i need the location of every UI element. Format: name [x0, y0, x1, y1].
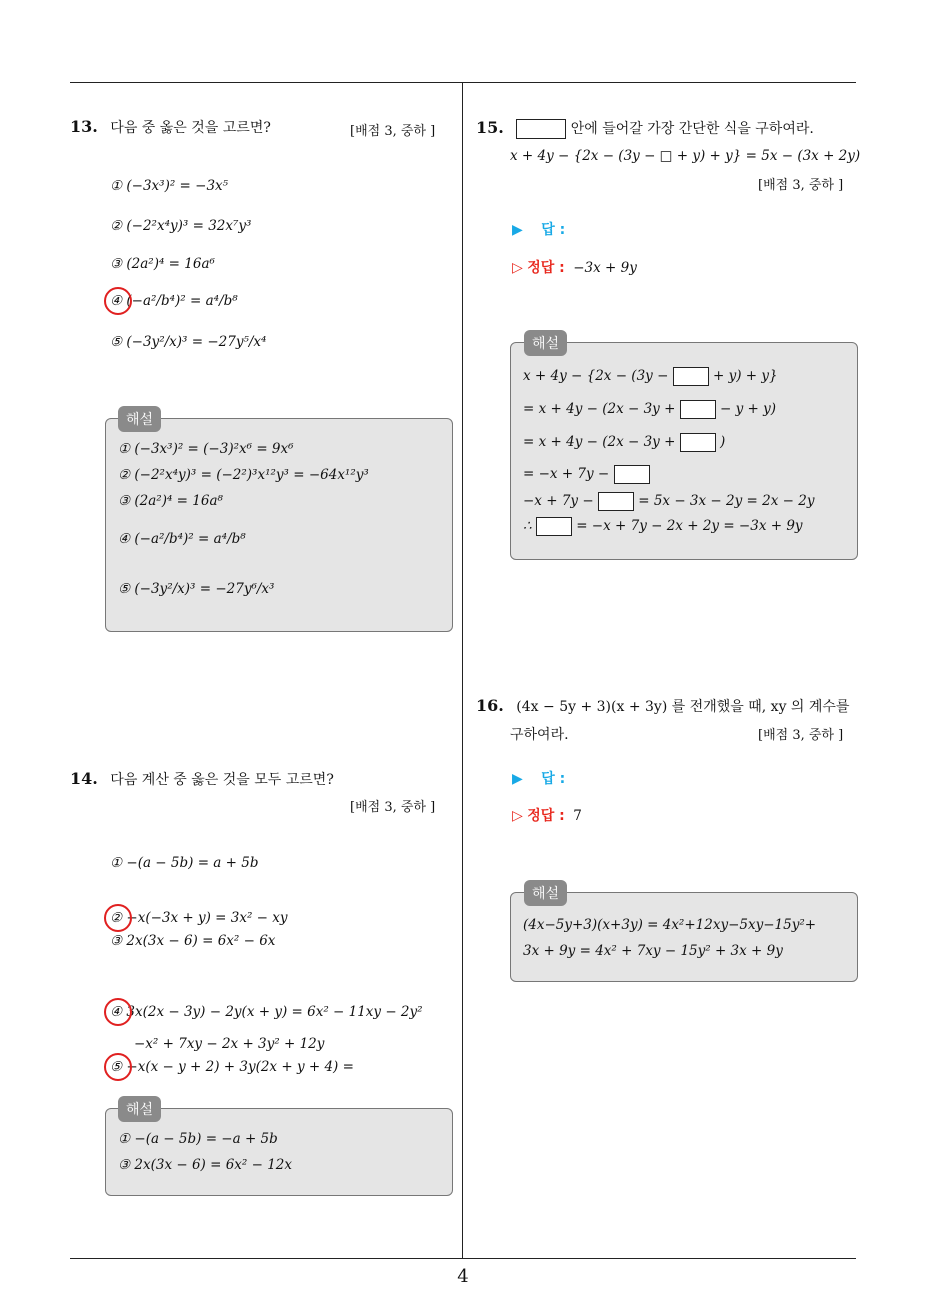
q15-header — [476, 118, 814, 139]
q13-solution-line-4: ④ (−a²/b⁴)² = a⁴/b⁸ — [118, 531, 246, 547]
q15-sol4-box — [614, 465, 650, 484]
q16-solution-line-2: 3x + 9y = 4x² + 7xy − 15y² + 3x + 9y — [523, 943, 783, 959]
q15-solution-line-5 — [523, 492, 814, 511]
q15-answer-label: 답 : — [541, 222, 566, 238]
q15-sol4-left: = −x + 7y − — [523, 466, 610, 482]
q13-solution-line-2: ② (−2²x⁴y)³ = (−2²)³x¹²y³ = −64x¹²y³ — [118, 467, 369, 483]
q13-text: 다음 중 옳은 것을 고르면? — [110, 120, 271, 136]
q14-choice-5-continued: −x² + 7xy − 2x + 3y² + 12y — [134, 1036, 325, 1052]
q13-header — [70, 117, 271, 137]
q15-sol3-right: ) — [720, 434, 726, 450]
q15-sol2-right: − y + y) — [720, 401, 777, 417]
bottom-rule — [70, 1258, 856, 1259]
q15-sol6-therefore: ∴ — [523, 518, 532, 534]
q16-correct-label: 정답 : — [527, 808, 565, 824]
q13-solution-line-3: ③ (2a²)⁴ = 16a⁸ — [118, 493, 223, 509]
q15-answer-row — [512, 219, 565, 239]
q13-choice-1[interactable]: ① (−3x³)² = −3x⁵ — [110, 178, 229, 194]
q13-choice-5[interactable]: ⑤ (−3y²/x)³ = −27y⁵/x⁴ — [110, 334, 267, 350]
q14-choice-4-marked[interactable]: ④ 3x(2x − 3y) − 2y(x + y) = 6x² − 11xy − 2y² — [110, 1004, 926, 1020]
q14-text: 다음 계산 중 옳은 것을 모두 고르면? — [110, 772, 334, 788]
q15-sol2-left: = x + 4y − (2x − 3y + — [523, 401, 676, 417]
q16-text: (4x − 5y + 3)(x + 3y) 를 전개했을 때, xy 의 계수를 — [516, 699, 850, 715]
q13-choice-3[interactable]: ③ (2a²)⁴ = 16a⁶ — [110, 256, 215, 272]
q13-solution-line-1: ① (−3x³)² = (−3)²x⁶ = 9x⁶ — [118, 441, 294, 457]
q14-choice-1[interactable]: ① −(a − 5b) = a + 5b — [110, 855, 259, 871]
q15-sol6-right: = −x + 7y − 2x + 2y = −3x + 9y — [576, 518, 803, 534]
q16-answer-row — [512, 768, 565, 788]
q15-solution-line-6 — [523, 517, 803, 536]
q16-meta: [배점 3, 중하 ] — [758, 728, 844, 743]
q16-header — [476, 696, 849, 716]
q15-sol6-box — [536, 517, 572, 536]
q15-text: 안에 들어갈 가장 간단한 식을 구하여라. — [570, 121, 814, 137]
q15-meta: [배점 3, 중하 ] — [758, 178, 844, 193]
column-divider — [462, 83, 463, 1259]
q15-sol2-box — [680, 400, 716, 419]
q13-choice-2[interactable]: ② (−2²x⁴y)³ = 32x⁷y³ — [110, 218, 252, 234]
q16-answer-arrow-icon: ▶ — [512, 771, 523, 787]
q13-number: 13. — [70, 117, 98, 136]
q15-sol5-box — [598, 492, 634, 511]
q15-sol1-left: x + 4y − {2x − (3y − — [523, 368, 669, 384]
q15-sol1-box — [673, 367, 709, 386]
q16-correct-row — [512, 805, 582, 825]
q14-choice-2-marked[interactable]: ② −x(−3x + y) = 3x² − xy — [110, 910, 926, 926]
q14-solution-tag: 해설 — [118, 1096, 161, 1122]
page-number: 4 — [457, 1266, 469, 1287]
q15-solution-line-3 — [523, 433, 725, 452]
q16-correct-arrow-icon: ▷ — [512, 808, 523, 824]
q16-text-line-2: 구하여라. — [510, 727, 569, 743]
q15-sol5-left: −x + 7y − — [523, 493, 594, 509]
q15-sol3-left: = x + 4y − (2x − 3y + — [523, 434, 676, 450]
q15-correct-value: −3x + 9y — [573, 260, 637, 276]
q15-correct-label: 정답 : — [527, 260, 565, 276]
q13-solution-tag: 해설 — [118, 406, 161, 432]
q15-solution-tag: 해설 — [524, 330, 567, 356]
q14-choice-5-marked[interactable]: ⑤ −x(x − y + 2) + 3y(2x + y + 4) = — [110, 1059, 926, 1075]
q15-number: 15. — [476, 118, 504, 137]
q15-solution-line-1 — [523, 367, 778, 386]
q16-solution-tag: 해설 — [524, 880, 567, 906]
q14-meta: [배점 3, 중하 ] — [350, 800, 436, 815]
q14-choice-3[interactable]: ③ 2x(3x − 6) = 6x² − 6x — [110, 933, 276, 949]
q16-correct-value: 7 — [573, 808, 582, 824]
q15-solution-box — [510, 342, 858, 560]
top-rule — [70, 82, 856, 83]
q13-meta: [배점 3, 중하 ] — [350, 124, 436, 139]
q14-number: 14. — [70, 769, 98, 788]
q13-solution-line-5: ⑤ (−3y²/x)³ = −27y⁶/x³ — [118, 581, 275, 597]
q13-choice-4-marked[interactable]: ④ (−a²/b⁴)² = a⁴/b⁸ — [110, 293, 926, 309]
q15-solution-line-4 — [523, 465, 650, 484]
q15-solution-line-2 — [523, 400, 776, 419]
q15-expression: x + 4y − {2x − (3y − □ + y) + y} = 5x − (3x + 2y) — [510, 148, 861, 164]
q15-sol5-right: = 5x − 3x − 2y = 2x − 2y — [638, 493, 815, 509]
q16-solution-line-1: (4x−5y+3)(x+3y) = 4x²+12xy−5xy−15y²+ — [523, 917, 817, 933]
q15-correct-arrow-icon: ▷ — [512, 260, 523, 276]
q16-answer-label: 답 : — [541, 771, 566, 787]
q14-header — [70, 769, 334, 789]
q15-sol3-box — [680, 433, 716, 452]
q15-answer-arrow-icon: ▶ — [512, 222, 523, 238]
q14-solution-line-1: ① −(a − 5b) = −a + 5b — [118, 1131, 278, 1147]
q15-blank-box — [516, 119, 566, 139]
q15-sol1-right: + y) + y} — [712, 368, 778, 384]
q14-solution-line-2: ③ 2x(3x − 6) = 6x² − 12x — [118, 1157, 293, 1173]
q16-number: 16. — [476, 696, 504, 715]
q13-solution-box — [105, 418, 453, 632]
q15-correct-row — [512, 257, 637, 277]
